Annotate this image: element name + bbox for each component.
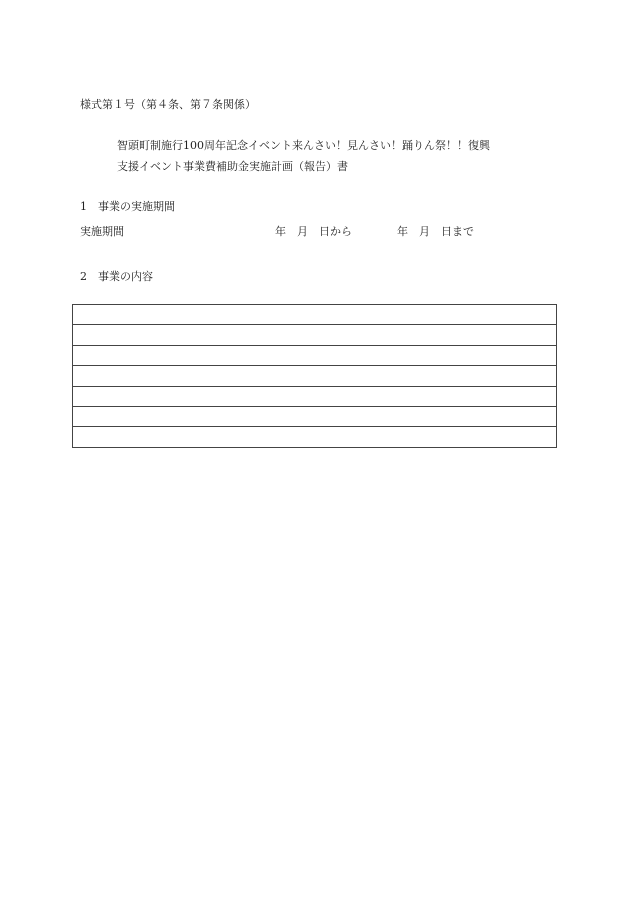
table-row xyxy=(73,325,557,345)
period-label: 実施期間 xyxy=(80,225,124,238)
table-cell xyxy=(73,305,557,325)
table-row xyxy=(73,345,557,365)
table-cell xyxy=(73,386,557,406)
table-row xyxy=(73,386,557,406)
table-cell xyxy=(73,325,557,345)
table-row xyxy=(73,406,557,426)
content-table xyxy=(72,304,557,448)
table-row xyxy=(73,427,557,447)
period-end-field: 年 月 日まで xyxy=(397,225,474,238)
table-cell xyxy=(73,406,557,426)
table-row xyxy=(73,366,557,386)
table-cell xyxy=(73,345,557,365)
document-title-line-1: 智頭町制施行100周年記念イベント来んさい！見んさい！踊りん祭！！復興 xyxy=(117,139,490,152)
document-title-line-2: 支援イベント事業費補助金実施計画（報告）書 xyxy=(117,160,348,173)
form-number: 様式第１号（第４条、第７条関係） xyxy=(80,98,256,111)
table-cell xyxy=(73,427,557,447)
section-1-heading: 1 事業の実施期間 xyxy=(80,200,175,213)
section-2-heading: 2 事業の内容 xyxy=(80,270,153,283)
period-start-field: 年 月 日から xyxy=(275,225,352,238)
table-row xyxy=(73,305,557,325)
table-cell xyxy=(73,366,557,386)
